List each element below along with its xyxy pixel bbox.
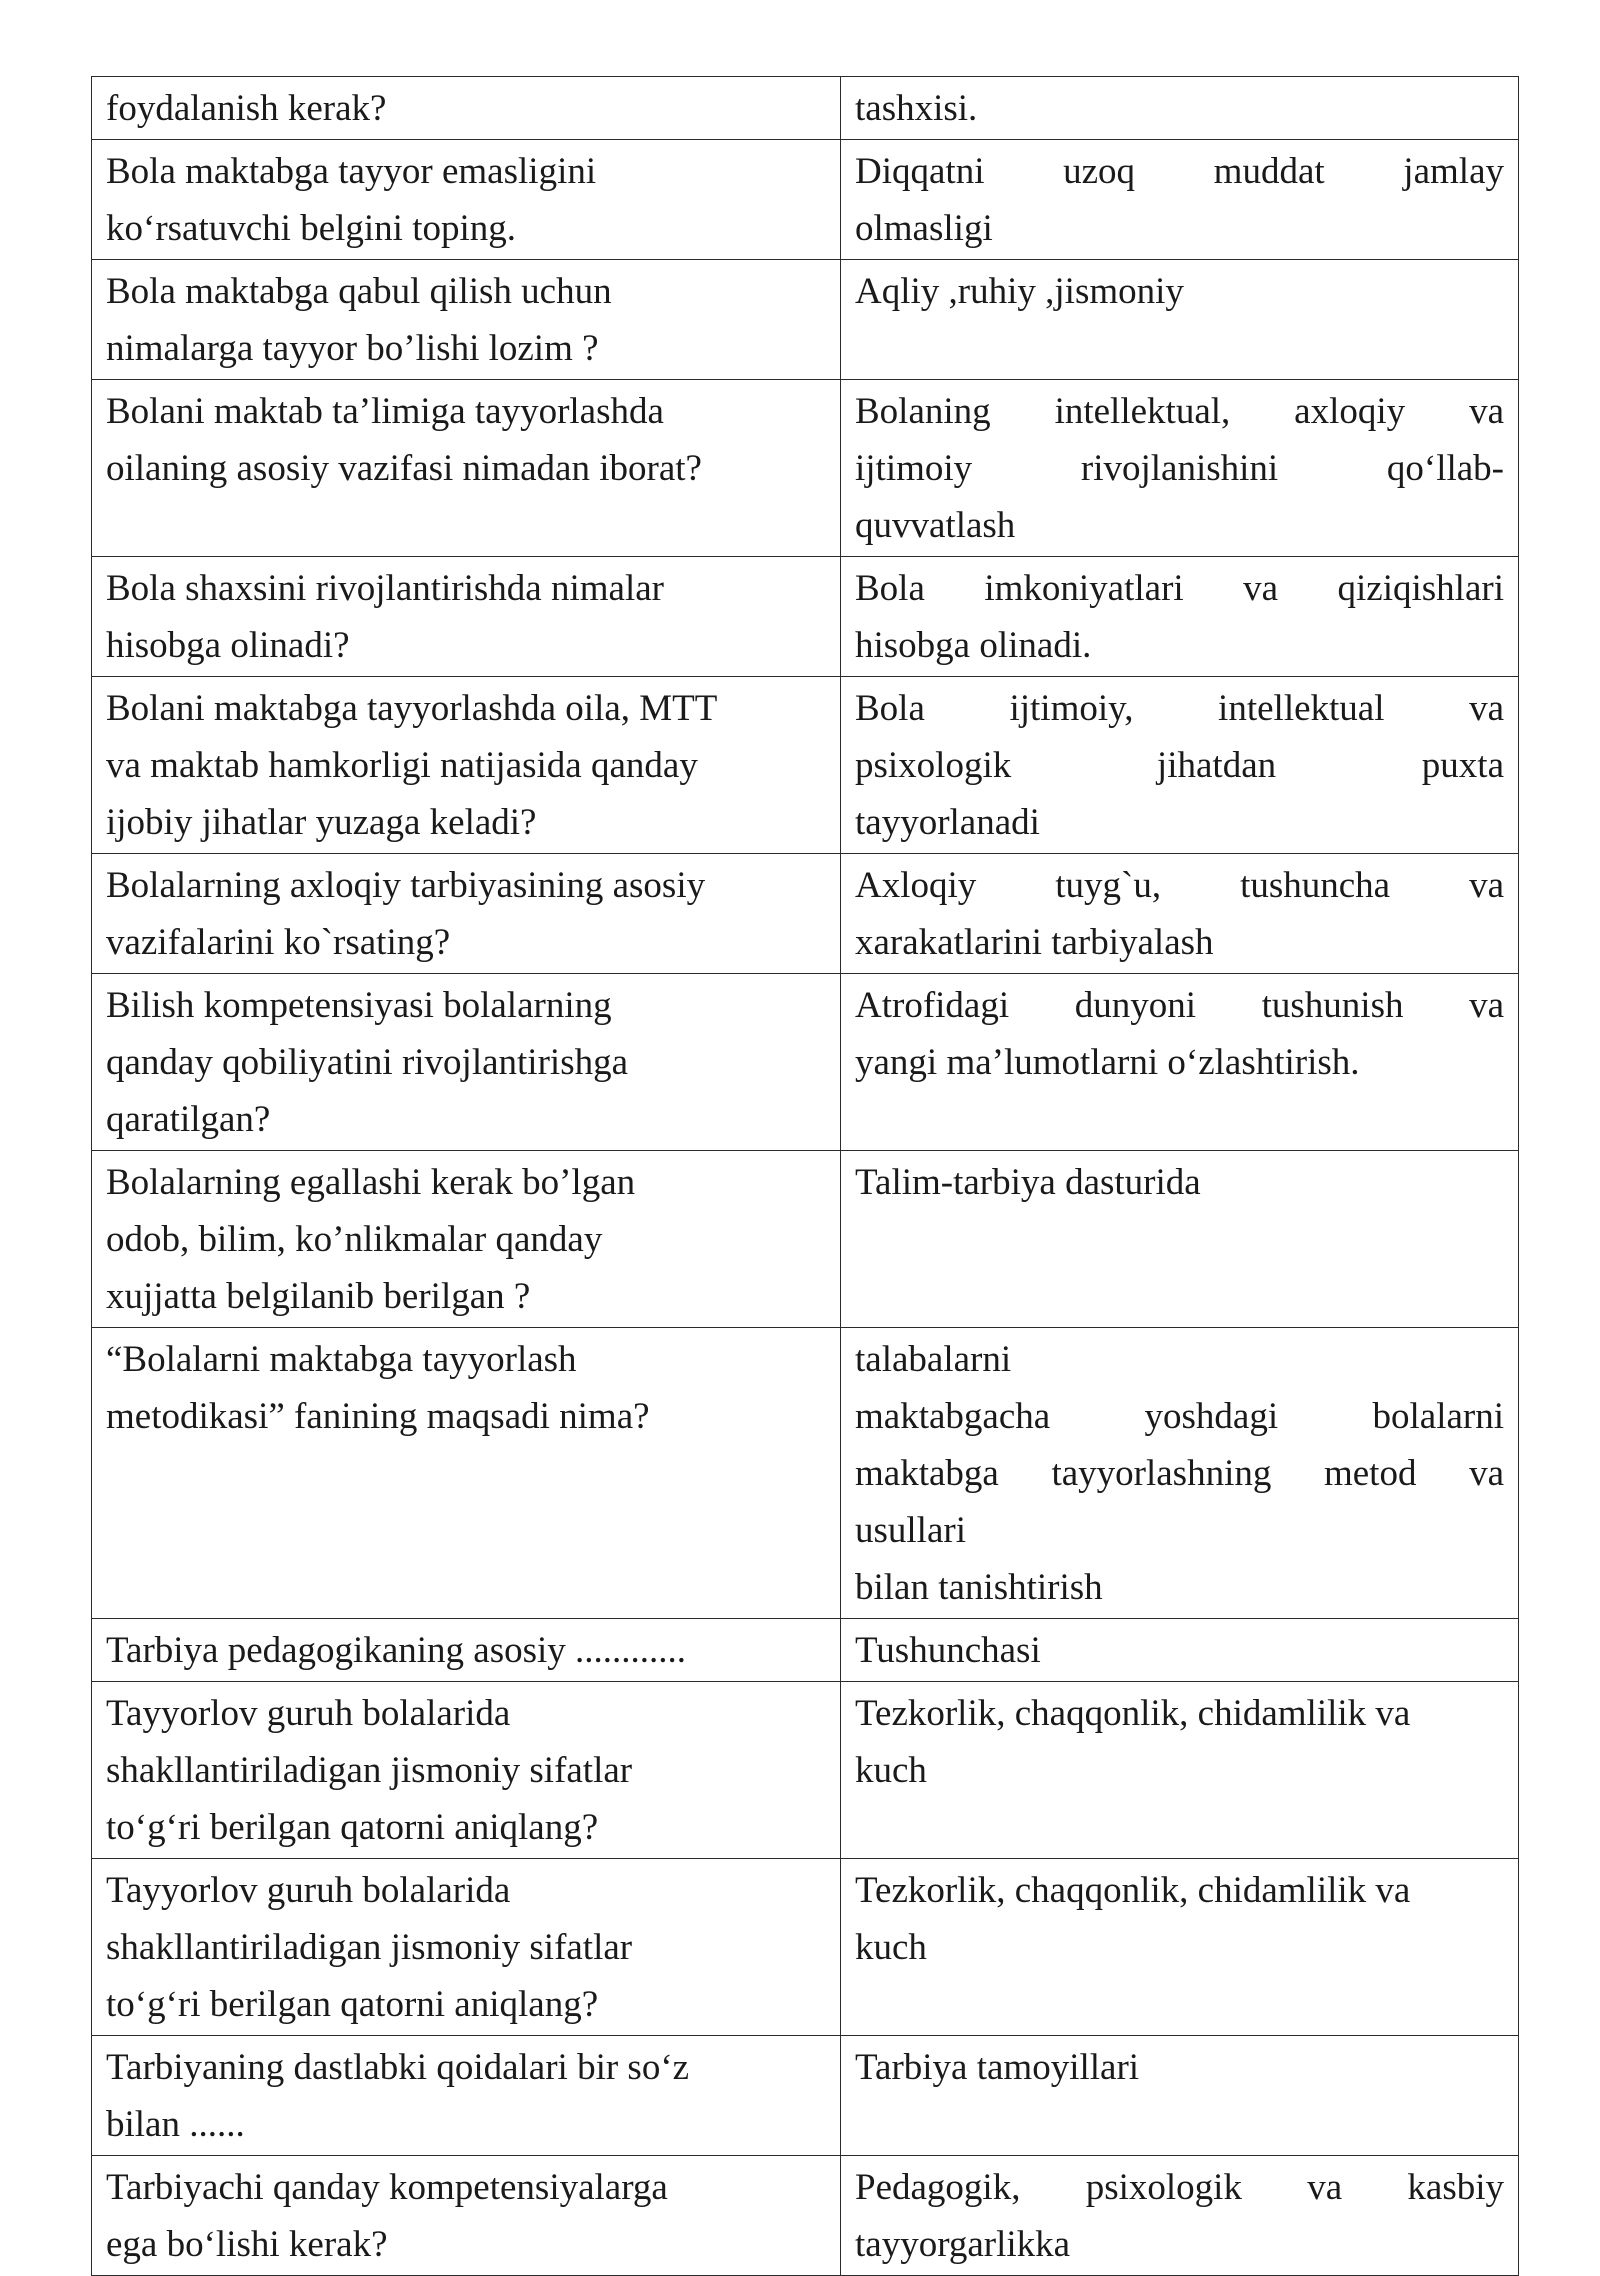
table-row: [92, 140, 1519, 260]
table-row: [92, 974, 1519, 1151]
answer-line: Bola imkoniyatlari va qiziqishlari: [855, 568, 1504, 609]
question-line: xujjatta belgilanib berilgan ?: [106, 1276, 531, 1317]
table-row: [92, 854, 1519, 974]
question-line: to‘g‘ri berilgan qatorni aniqlang?: [106, 1984, 599, 2025]
answer-line: usullari: [855, 1510, 966, 1551]
question-cell: [92, 1328, 841, 1619]
question-cell: [92, 677, 841, 854]
question-cell: [92, 2156, 841, 2276]
qa-table: [91, 76, 1519, 2276]
question-line: “Bolalarni maktabga tayyorlash: [106, 1339, 577, 1380]
question-cell: [92, 260, 841, 380]
question-line: oilaning asosiy vazifasi nimadan iborat?: [106, 448, 702, 489]
answer-line: Bolaning intellektual, axloqiy va: [855, 391, 1504, 432]
answer-line: Pedagogik, psixologik va kasbiy: [855, 2167, 1504, 2208]
answer-line: Tezkorlik, chaqqonlik, chidamlilik va: [855, 1870, 1411, 1911]
question-line: Tarbiyaning dastlabki qoidalari bir so‘z: [106, 2047, 690, 2088]
answer-line: Atrofidagi dunyoni tushunish va: [855, 985, 1504, 1026]
question-line: Bolani maktab ta’limiga tayyorlashda: [106, 391, 664, 432]
question-line: nimalarga tayyor bo’lishi lozim ?: [106, 328, 599, 369]
answer-cell: [841, 1859, 1519, 2036]
answer-line: kuch: [855, 1927, 927, 1968]
question-cell: [92, 1859, 841, 2036]
answer-cell: [841, 1682, 1519, 1859]
table-row: [92, 557, 1519, 677]
question-cell: [92, 380, 841, 557]
answer-line: Talim-tarbiya dasturida: [855, 1162, 1201, 1203]
answer-line: olmasligi: [855, 208, 993, 249]
answer-cell: [841, 854, 1519, 974]
table-row: [92, 1151, 1519, 1328]
question-line: ijobiy jihatlar yuzaga keladi?: [106, 802, 537, 843]
answer-line: Tezkorlik, chaqqonlik, chidamlilik va: [855, 1693, 1411, 1734]
question-line: va maktab hamkorligi natijasida qanday: [106, 745, 698, 786]
answer-line: yangi ma’lumotlarni o‘zlashtirish.: [855, 1042, 1360, 1083]
answer-cell: [841, 974, 1519, 1151]
answer-line: xarakatlarini tarbiyalash: [855, 922, 1214, 963]
answer-cell: [841, 380, 1519, 557]
question-cell: [92, 974, 841, 1151]
table-row: [92, 2036, 1519, 2156]
question-cell: [92, 854, 841, 974]
question-line: Bolalarning egallashi kerak bo’lgan: [106, 1162, 636, 1203]
question-line: Tayyorlov guruh bolalarida: [106, 1693, 511, 1734]
answer-cell: [841, 677, 1519, 854]
table-row: [92, 677, 1519, 854]
question-cell: [92, 557, 841, 677]
question-cell: [92, 77, 841, 140]
question-line: Bolalarning axloqiy tarbiyasining asosiy: [106, 865, 706, 906]
question-line: metodikasi” fanining maqsadi nima?: [106, 1396, 650, 1437]
answer-line: tayyorgarlikka: [855, 2224, 1071, 2265]
answer-line: kuch: [855, 1750, 927, 1791]
answer-line: quvvatlash: [855, 505, 1016, 546]
answer-line: Axloqiy tuyg`u, tushuncha va: [855, 865, 1504, 906]
answer-line: bilan tanishtirish: [855, 1567, 1103, 1608]
qa-table-body: [92, 77, 1519, 2276]
answer-cell: [841, 1619, 1519, 1682]
question-line: qanday qobiliyatini rivojlantirishga: [106, 1042, 629, 1083]
answer-cell: [841, 260, 1519, 380]
question-line: Bolani maktabga tayyorlashda oila, MTT: [106, 688, 718, 729]
question-line: bilan ......: [106, 2104, 245, 2145]
question-line: ko‘rsatuvchi belgini toping.: [106, 208, 517, 249]
answer-line: Tarbiya tamoyillari: [855, 2047, 1140, 2088]
answer-line: tayyorlanadi: [855, 802, 1040, 843]
question-line: vazifalarini ko`rsating?: [106, 922, 451, 963]
table-row: [92, 77, 1519, 140]
question-line: to‘g‘ri berilgan qatorni aniqlang?: [106, 1807, 599, 1848]
table-row: [92, 1619, 1519, 1682]
answer-line: ijtimoiy rivojlanishini qo‘llab-: [855, 448, 1504, 489]
question-line: Bola shaxsini rivojlantirishda nimalar: [106, 568, 664, 609]
question-line: qaratilgan?: [106, 1099, 271, 1140]
answer-line: tashxisi.: [855, 88, 978, 129]
answer-cell: [841, 1151, 1519, 1328]
question-line: Bilish kompetensiyasi bolalarning: [106, 985, 612, 1026]
question-cell: [92, 1619, 841, 1682]
question-line: odob, bilim, ko’nlikmalar qanday: [106, 1219, 603, 1260]
question-line: Tayyorlov guruh bolalarida: [106, 1870, 511, 1911]
question-line: hisobga olinadi?: [106, 625, 350, 666]
table-row: [92, 260, 1519, 380]
answer-line: talabalarni: [855, 1339, 1012, 1380]
question-line: ega bo‘lishi kerak?: [106, 2224, 388, 2265]
question-line: Bola maktabga qabul qilish uchun: [106, 271, 612, 312]
document-page: [91, 76, 1518, 2276]
answer-line: psixologik jihatdan puxta: [855, 745, 1504, 786]
answer-cell: [841, 557, 1519, 677]
question-line: foydalanish kerak?: [106, 88, 387, 129]
answer-line: Tushunchasi: [855, 1630, 1041, 1671]
table-row: [92, 1328, 1519, 1619]
answer-cell: [841, 140, 1519, 260]
question-line: Tarbiya pedagogikaning asosiy ............: [106, 1630, 687, 1671]
answer-line: maktabgacha yoshdagi bolalarni: [855, 1396, 1504, 1437]
answer-line: hisobga olinadi.: [855, 625, 1092, 666]
answer-line: Diqqatni uzoq muddat jamlay: [855, 151, 1504, 192]
table-row: [92, 2156, 1519, 2276]
answer-line: maktabga tayyorlashning metod va: [855, 1453, 1504, 1494]
table-row: [92, 1859, 1519, 2036]
question-line: Bola maktabga tayyor emasligini: [106, 151, 597, 192]
question-line: shakllantiriladigan jismoniy sifatlar: [106, 1927, 633, 1968]
question-line: Tarbiyachi qanday kompetensiyalarga: [106, 2167, 668, 2208]
question-cell: [92, 1151, 841, 1328]
answer-line: Aqliy ,ruhiy ,jismoniy: [855, 271, 1184, 312]
question-cell: [92, 1682, 841, 1859]
answer-cell: [841, 2156, 1519, 2276]
table-row: [92, 1682, 1519, 1859]
answer-cell: [841, 2036, 1519, 2156]
answer-cell: [841, 1328, 1519, 1619]
question-line: shakllantiriladigan jismoniy sifatlar: [106, 1750, 633, 1791]
answer-cell: [841, 77, 1519, 140]
table-row: [92, 380, 1519, 557]
answer-line: Bola ijtimoiy, intellektual va: [855, 688, 1504, 729]
question-cell: [92, 140, 841, 260]
question-cell: [92, 2036, 841, 2156]
